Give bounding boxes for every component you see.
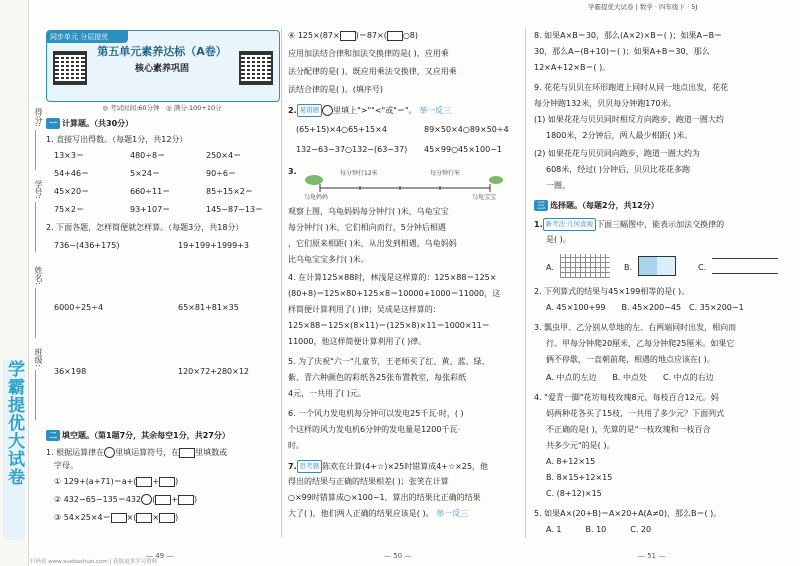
compare-item: (65+15)×4○65+15×4: [296, 125, 387, 134]
turtle-diagram: [300, 168, 510, 200]
law-line: 应用加法结合律和加法交换律的是( )，应用乘: [288, 49, 449, 58]
column-divider: [525, 28, 526, 538]
q3-text: 观察上图，乌龟妈妈每分钟行( )米，乌龟宝宝: [288, 207, 449, 216]
choice-q5-options: A. 1 B. 10 C. 20: [546, 525, 652, 534]
answer-box[interactable]: [111, 513, 127, 523]
q9-text: (2) 如果花花与贝贝同向跑步，跑道一圈大约为: [534, 149, 700, 158]
q4-text: 4. 在计算125×88时，林浅是这样算的：125×88＝125×: [288, 273, 497, 282]
page-number-51: — 51 —: [638, 552, 666, 560]
left-margin-band: [0, 0, 29, 566]
student-id-label: 学号:: [34, 180, 43, 199]
practice-link[interactable]: 举一反三: [436, 509, 469, 518]
calc-item: 145−87−13＝: [206, 205, 264, 214]
choice-q4-option: B. 8×15+12×15: [546, 473, 613, 482]
q6-text: 个这样的风力发电机6分钟的发电量是1200千瓦·: [288, 425, 460, 434]
thinking-tag: 思考题: [297, 460, 323, 473]
q6-text: 时。: [288, 441, 304, 450]
header-tag: 同步单元 分层提优: [47, 31, 128, 43]
turtle-baby-icon: [489, 176, 503, 184]
law-line: 法分配律的是( )，既应用乘法交换律，又应用乘: [288, 67, 457, 76]
column-divider: [281, 28, 282, 538]
choice-q4-option: C. (8+12)×15: [546, 489, 602, 498]
q3-number: 3.: [288, 167, 297, 176]
compare-item: 89×50×4○89×50÷4: [424, 125, 509, 134]
exam-meta: ◎ 考试时间:60分钟 ◎ 满分:100+10分: [102, 104, 222, 112]
answer-box[interactable]: [178, 495, 194, 505]
simplify-expr: 65×81+81×35: [178, 303, 239, 312]
turtle-mother-label: 乌龟妈妈: [304, 194, 329, 201]
calc-item: 250×4＝: [206, 151, 242, 160]
q7-text: ○×99时错算成○×100−1，算出的结果比正确的结果: [288, 493, 481, 502]
q6-text: 6. 一个风力发电机每分钟可以发电25千瓦·时，( ): [288, 409, 464, 418]
calc-item: 13×3＝: [54, 151, 84, 160]
brand-vertical-logo: 学霸提优大试卷: [3, 360, 25, 540]
score-label: 得分:: [34, 108, 43, 127]
choice-q1: 1. 新考法·几何直观 下面三幅图中，能表示加法交换律的: [534, 220, 725, 229]
answer-box[interactable]: [159, 477, 175, 487]
calc-item: 660÷11＝: [130, 187, 171, 196]
option-b-label: B.: [624, 263, 633, 272]
fill-q1-line1: 1. 根据运算律在 里填运算符号，在 里填数或: [46, 448, 228, 457]
q3-text: 每分钟行( )米，它们相向而行，5分钟后相遇: [288, 223, 446, 232]
answer-box[interactable]: [136, 477, 152, 487]
q7-text: 得出的结果与正确的结果相差( )；张笑在计算: [288, 477, 449, 486]
q8-text: 30，那么A−(B+10)＝( )；如果A+B＝30，那么: [534, 47, 710, 56]
q1-instruction: 1. 直接写出得数。（每题1分，共12分）: [46, 135, 188, 144]
calc-item: 5×24＝: [130, 169, 160, 178]
fill-item-4: ④ 125×(87× )＝87×( ○8): [288, 31, 419, 40]
unit-subtitle: 核心素养巩固: [134, 64, 189, 74]
choice-q4: 不正确的是( )，先算的是"一枝玫瑰和一枝百合: [546, 425, 711, 434]
choice-q5: 5. 如果A×(20+B)＝A×20+A(A≠0)，那么B＝( )。: [534, 509, 722, 518]
q5-text: 5. 为了庆祝"六一"儿童节，王老师买了红、黄、蓝、绿、: [288, 357, 490, 366]
q9-text: 1800米，2分钟后，两人最少相距( )米。: [546, 131, 693, 140]
answer-box[interactable]: [387, 31, 403, 41]
simplify-expr: 120×72+280×12: [178, 367, 250, 376]
calc-item: 85÷15×2＝: [206, 187, 253, 196]
student-info-strip: [28, 30, 44, 500]
choice-q1-text: 是( )。: [546, 235, 571, 244]
calc-item: 75×2＝: [54, 205, 84, 214]
choice-q3: 俩不停歇，一直朝前爬，相遇的地点应该在( )。: [546, 355, 715, 364]
calc-item: 93+107＝: [130, 205, 171, 214]
new-method-tag: 新考法·几何直观: [543, 218, 597, 231]
q5-text: 紫、青六种颜色的彩纸各25张布置教室，每张彩纸: [288, 373, 467, 382]
choice-q3: 3. 瓢虫甲、乙分别从草地的左、右两端同时出发，相向而: [534, 323, 737, 332]
dot-grid-figure: [560, 254, 610, 278]
turtle-baby-label: 乌龟宝宝: [472, 194, 497, 201]
turtle-mother-icon: [305, 175, 323, 185]
q5-text: 4元，一共用了( )元。: [288, 389, 366, 398]
compare-item: 132−63−37○132−(63−37): [296, 145, 408, 154]
choice-q4-option: A. 8+12×15: [546, 457, 596, 466]
qr-code-left-icon: [53, 51, 87, 85]
book-banner: 学霸提优大试卷 | 数学 · 四年级下 · 5J: [588, 3, 698, 11]
fill-item-3: ③ 54×25×4＝ ×( × ): [54, 513, 179, 522]
section-three-heading: 三 选择题。（每题2分，共12分）: [534, 200, 659, 211]
speed-mother-label: 每分钟行12米: [340, 170, 378, 177]
footer-note: 扫码看 www.xuebashuzi.com | 获取更多学习资料: [30, 559, 158, 565]
box-blank-icon: [179, 448, 195, 458]
error-prone-tag: 易错题: [297, 104, 323, 117]
class-label: 班级:: [34, 348, 43, 367]
q4-text: 11000，他这样简便计算利用了( )律。: [288, 337, 427, 346]
calc-item: 480÷8＝: [130, 151, 166, 160]
speed-baby-label: 每分钟行米: [430, 170, 461, 177]
rectangle-figure: [638, 256, 676, 276]
choice-q4: 4. "爱青一脚"花坊每枝玫瑰8元，每枝百合12元。妈: [534, 393, 719, 402]
qr-code-right-icon: [239, 51, 273, 85]
answer-box[interactable]: [136, 513, 152, 523]
calc-item: 45×20＝: [54, 187, 90, 196]
q9-text: 一圈。: [546, 181, 570, 190]
page-number-50: — 50 —: [384, 552, 412, 560]
simplify-expr: 36×198: [54, 367, 87, 376]
fill-item-1: ① 129+(a+71)＝a+( + ): [54, 477, 179, 486]
line-segment-figure: [712, 258, 778, 274]
section-one-heading: 一 计算题。（共30分）: [46, 118, 133, 129]
q9-text: 每分钟跑132米，贝贝每分钟跑170米。: [534, 99, 677, 108]
fill-item-2: ② 432−65−135＝432 ( + ): [54, 495, 198, 504]
answer-box[interactable]: [340, 31, 356, 41]
q3-text: 比乌龟宝宝多行( )米。: [288, 255, 369, 264]
choice-q3: 行。甲每分钟爬20厘米，乙每分钟爬25厘米。如果它: [546, 339, 735, 348]
q2-instruction: 2. 下面各题，怎样简便就怎样算。（每题3分，共18分）: [46, 223, 244, 232]
q9-text: (1) 如果花花与贝贝同时相反方向跑步，跑道一圈大约: [534, 115, 724, 124]
choice-q3-options: A. 中点的左边 B. 中点处 C. 中点的右边: [546, 373, 714, 382]
compare-item: 45×99○45×100−1: [424, 145, 502, 154]
calc-item: 54+46＝: [54, 169, 90, 178]
q3-text: ，它们原来相距( )米，从出发到相遇，乌龟妈妈: [288, 239, 457, 248]
q8-text: 12×A+12×B＝( )。: [534, 63, 611, 72]
simplify-expr: 19+199+1999+3: [178, 241, 250, 250]
q9-text: 608米，经过( )分钟后，贝贝比花花多跑: [546, 165, 691, 174]
answer-box[interactable]: [155, 495, 171, 505]
q8-text: 8. 如果A×B＝30，那么(A×2)×B＝( )；如果A−B＝: [534, 31, 723, 40]
q7-text: 大了( )，他们两人正确的结果应该是( )。 举一反三: [288, 509, 469, 518]
name-label: 姓名:: [34, 266, 43, 285]
calc-item: 90÷6＝: [206, 169, 236, 178]
answer-box[interactable]: [159, 513, 175, 523]
fill-q1-line2: 字母。: [54, 461, 78, 470]
q4-text: 125×88＝125×(8×11)＝(125×8)×11＝1000×11＝: [288, 321, 490, 330]
simplify-expr: 6000÷25÷4: [54, 303, 104, 312]
circle-blank-icon: [322, 105, 333, 116]
choice-q4: 妈两种花各买了15枝，一共用了多少元？下面列式: [546, 409, 725, 418]
practice-link[interactable]: 举一反三: [419, 106, 452, 115]
option-c-label: C.: [698, 263, 707, 272]
page-number-49: — 49 —: [146, 552, 174, 560]
choice-q2-options: A. 45×100+99 B. 45×200−45 C. 35×200−1: [546, 303, 744, 312]
q9-text: 9. 花花与贝贝在环形跑道上同时从同一地点出发，花花: [534, 83, 729, 92]
q4-text: (80+8)＝125×80+125×8＝10000+1000＝11000，这: [288, 289, 501, 298]
simplify-expr: 736−(436+175): [54, 241, 120, 250]
circle-blank-icon: [104, 447, 115, 458]
compare-question: 2. 易错题 里填上">""<"或"＝"。 举一反三: [288, 106, 452, 115]
answer-circle[interactable]: [141, 494, 152, 505]
law-line: 法结合律的是( )。(填序号): [288, 85, 384, 94]
option-a-label: A.: [546, 263, 554, 272]
q7-text: 7. 思考题 陈欢在计算(4+☆)×25时错算成4+☆×25，他: [288, 462, 489, 471]
choice-q4: 共多少元"的是( )。: [546, 441, 615, 450]
unit-title: 第五单元素养达标（A卷）: [97, 45, 227, 58]
q4-text: 样简便计算利用了( )律；吴成是这样算的：: [288, 305, 441, 314]
section-two-heading: 二 填空题。（第1题7分，其余每空1分，共27分）: [46, 430, 230, 441]
unit-header-box: [46, 30, 280, 102]
column-right: [528, 0, 796, 566]
choice-q2: 2. 下列算式的结果与45×199相等的是( )。: [534, 287, 690, 296]
column-middle: [284, 0, 524, 566]
